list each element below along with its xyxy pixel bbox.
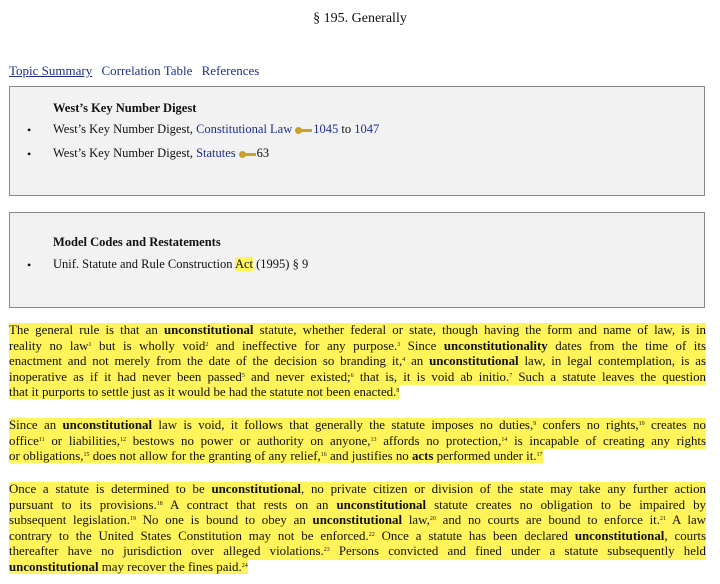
key-icon <box>295 127 312 134</box>
references-link[interactable]: References <box>201 63 260 78</box>
model-codes-box <box>9 212 705 308</box>
constitutional-law-link[interactable]: Constitutional Law <box>196 122 293 136</box>
key-icon <box>239 151 256 158</box>
westlaw-item-statutes: West’s Key Number Digest, Statutes 63 <box>53 146 270 160</box>
statutes-link[interactable]: Statutes <box>196 146 236 160</box>
correlation-table-link[interactable]: Correlation Table <box>101 63 193 78</box>
model-codes-item: Unif. Statute and Rule Construction Act (1995) § 9 <box>53 257 309 271</box>
bullet-icon: • <box>27 123 32 137</box>
body-paragraph-3: Once a statute is determined to be unconstitutional, no private citizen or division of the state may take any further action pursuant to its provisions.$^{18}$ A contract that rests on an unconstitutional statute creates no obligation to be impaired by subsequent legislation.$^{19}$ No one is bound to obey an unconstitutional law,$^{20}$ and no courts are bound to enforce it.$^{21}$ A law contrary to the United States Constitution may not be enforced.$^{22}$ Once a statute has been declared unconstitutional, courts thereafter have no jurisdiction over alleged violations.$^{23}$ Persons convicted and fined under a statute subsequently held unconstitutional may recover the fines paid.$^{24}$ <box>9 482 707 574</box>
westlaw-heading: West’s Key Number Digest <box>53 101 197 115</box>
top-links <box>9 63 265 79</box>
model-codes-heading: Model Codes and Restatements <box>53 235 221 249</box>
page-title: § 195. Generally <box>313 11 407 26</box>
westlaw-key-number-box <box>9 86 705 196</box>
key-number-1047-link[interactable]: 1047 <box>354 122 380 136</box>
westlaw-item-constitutional-law: West’s Key Number Digest, Constitutional Law 1045 to 1047 <box>53 122 380 136</box>
key-number-63[interactable]: 63 <box>256 146 270 160</box>
bullet-icon: • <box>27 258 32 272</box>
topic-summary-link[interactable]: Topic Summary <box>9 63 93 78</box>
body-paragraph-1: The general rule is that an unconstitutional statute, whether federal or state, though having the form and name of law, is in reality no law$^1$ but is wholly void$^2$ and ineffective for any purpose.$^3$ Since unconstitutionality dates from the time of its enactment and not merely from the date of the decision so branding it,$^4$ an unconstitutional law, in legal contemplation, is as inoperative as if it had never been passed$^5$ and never existed;$^6$ that is, it is void ab initio.$^7$ Such a statute leaves the question that it purports to settle just as it would be had the statute not been enacted.$^8$ <box>9 323 706 400</box>
body-paragraph-2: Since an unconstitutional law is void, it follows that generally the statute imposes no duties,$^9$ confers no rights,$^{10}$ creates no office$^{11}$ or liabilities,$^{12}$ bestows no power or authority on anyone,$^{13}$ affords no protection,$^{14}$ is incapable of creating any rights or obligations,$^{15}$ does not allow for the granting of any relief,$^{16}$ and justifies no acts performed under it.$^{17}$ <box>9 418 706 464</box>
key-number-1045-link[interactable]: 1045 <box>313 122 339 136</box>
bullet-icon: • <box>27 147 32 161</box>
